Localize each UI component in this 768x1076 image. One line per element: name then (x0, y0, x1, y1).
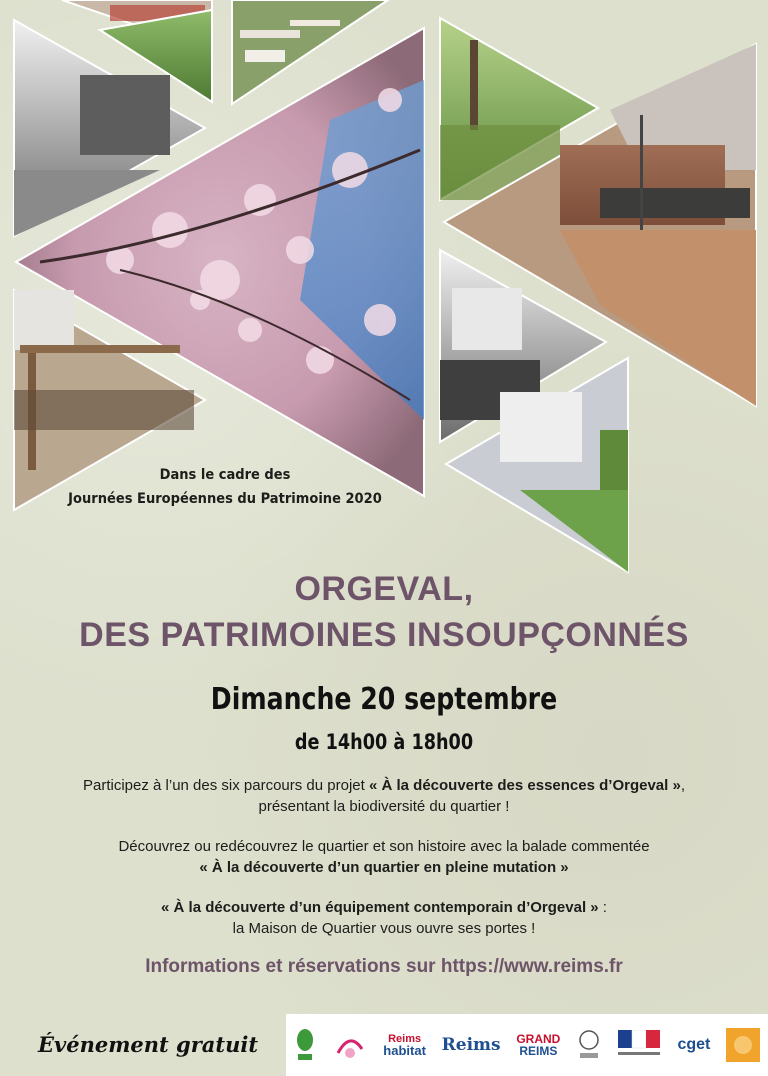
p2-text-line1: Découvrez ou redécouvrez le quartier et son histoire avec la balade commentée (118, 838, 650, 855)
title-line-1: ORGEVAL, (294, 570, 474, 608)
logo-orange-badge (726, 1028, 760, 1062)
logo-cget (677, 1036, 710, 1054)
french-flag-icon (618, 1030, 662, 1060)
event-time: de 14h00 à 18h00 (294, 730, 474, 754)
orange-badge-icon (726, 1028, 760, 1062)
academy-seal-icon (576, 1028, 602, 1062)
context-line-1: Dans le cadre des (159, 467, 291, 483)
paragraph-equipement (0, 897, 768, 939)
cget-logo-text: cget (677, 1036, 711, 1053)
partner-logos-bar (286, 1014, 768, 1076)
paragraph-mutation (0, 836, 768, 878)
leaf-logo-icon (294, 1028, 316, 1062)
logo-ecole (332, 1027, 368, 1063)
logo-grand-reims (516, 1033, 560, 1057)
p3-text-line2: la Maison de Quartier vous ouvre ses portes ! (232, 920, 536, 937)
title-line-2: DES PATRIMOINES INSOUPÇONNÉS (79, 616, 689, 654)
p1-text-post: , (680, 777, 685, 794)
reservation-info: Informations et réservations sur https://www.reims.fr (145, 956, 623, 977)
p3-text-post: : (598, 899, 607, 916)
free-event-label: Événement gratuit (38, 1032, 259, 1057)
p3-text-bold: « À la découverte d’un équipement contemporain d’Orgeval » (161, 899, 599, 916)
logo-montagne-reims (294, 1028, 316, 1062)
p1-text-pre: Participez à l’un des six parcours du projet (83, 777, 369, 794)
p1-text-bold: « À la découverte des essences d’Orgeval » (368, 777, 681, 794)
swirl-logo-icon (332, 1027, 368, 1063)
logo-academie (576, 1028, 602, 1062)
p1-text-line2: présentant la biodiversité du quartier ! (258, 798, 510, 815)
paragraph-essences (0, 775, 768, 817)
logo-republique-francaise (618, 1030, 662, 1060)
p2-text-bold: « À la découverte d’un quartier en pleine mutation » (199, 859, 569, 876)
context-line-2: Journées Européennes du Patrimoine 2020 (68, 491, 382, 507)
grand-reims-line1: GRAND (516, 1032, 561, 1046)
context-text (59, 463, 392, 511)
logo-reims (442, 1035, 501, 1055)
event-date: Dimanche 20 septembre (210, 682, 558, 717)
reims-logo-text: Reims (441, 1035, 501, 1055)
reims-habitat-line2: habitat (383, 1043, 426, 1058)
logo-reims-habitat (383, 1033, 426, 1057)
grand-reims-line2: REIMS (519, 1044, 558, 1058)
reims-habitat-line1: Reims (388, 1033, 422, 1045)
